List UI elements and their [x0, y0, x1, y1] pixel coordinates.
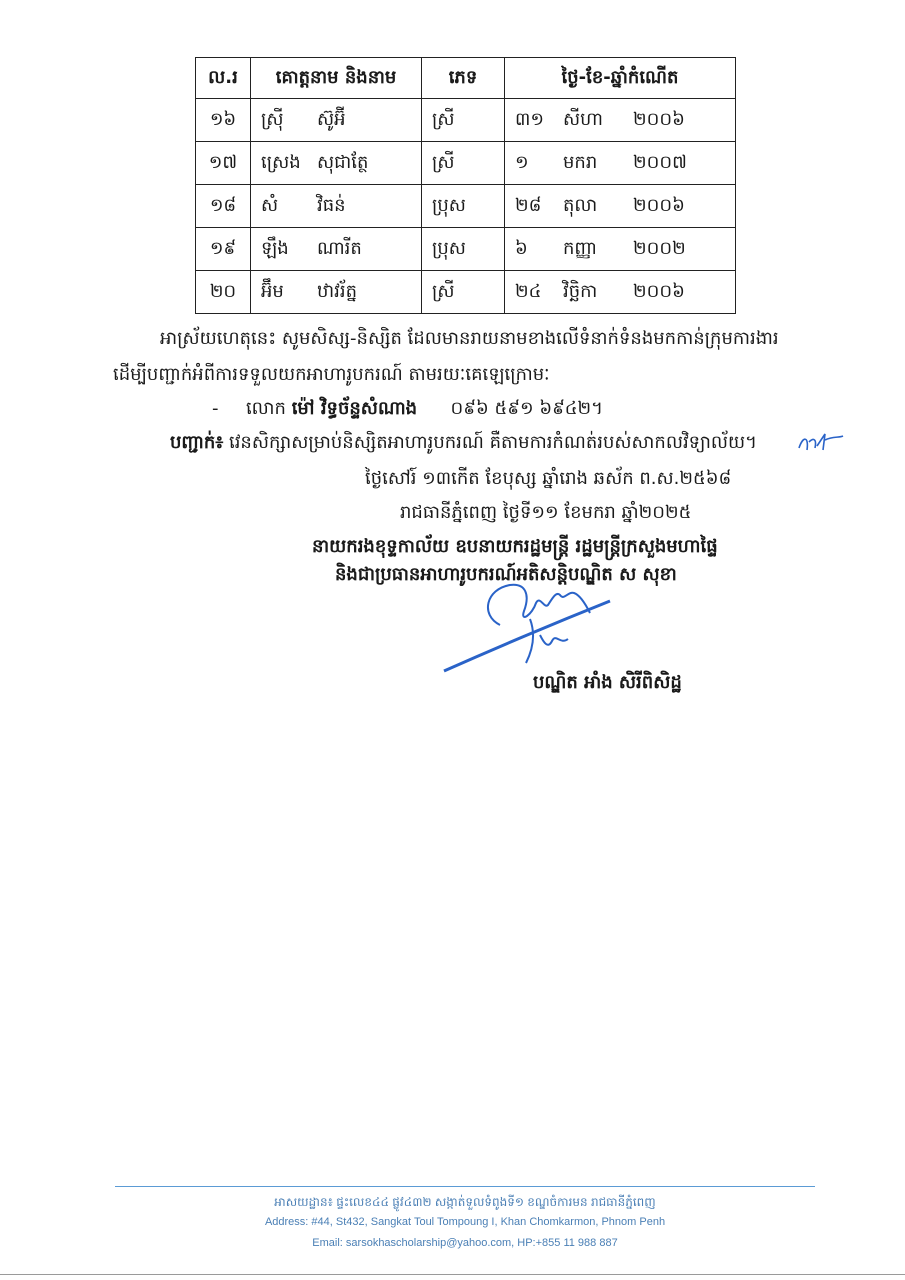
family-name: សំ — [261, 194, 279, 216]
cell-name — [251, 228, 422, 271]
student-table — [195, 57, 736, 314]
table-row — [196, 185, 736, 228]
cell-dob — [505, 228, 736, 271]
family-name: អ៊ឹម — [261, 280, 284, 302]
cell-name — [251, 271, 422, 314]
given-name: ឋាវរ័ត្ន — [317, 280, 357, 302]
solar-date: រាជធានីភ្នំពេញ ថ្ងៃទី១១ ខែមករា ឆ្នាំ២០២៥ — [400, 502, 692, 523]
dob-day: ៦ — [515, 237, 528, 259]
given-name: វិធន់ — [317, 194, 346, 216]
dob-year: ២០០៧ — [633, 151, 687, 173]
signatory-title-line1: នាយករងខុទ្ទកាល័យ ឧបនាយករដ្ឋមន្ត្រី រដ្ឋមន្ត្រីក្រសួងមហាផ្ទៃ — [312, 536, 718, 557]
header-dob: ថ្ងៃ-ខែ-ឆ្នាំកំណើត — [505, 58, 736, 99]
initials-signature-icon — [795, 428, 847, 458]
dob-month: សីហា — [563, 108, 603, 130]
footer-address-km: អាសយដ្ឋាន៖ ផ្ទះលេខ៤៤ ផ្លូវ៤៣២ សង្កាត់ទួលទំពូងទី១ ខណ្ឌចំការមន រាជធានីភ្នំពេញ — [274, 1195, 656, 1209]
page-edge-line — [0, 1274, 905, 1275]
contact-prefix: លោក — [245, 398, 286, 419]
body-paragraph-line1: អាស្រ័យហេតុនេះ សូមសិស្ស-និស្សិត ដែលមានរាយនាមខាងលើទំនាក់ទំនងមកកាន់ក្រុមការងារ — [160, 328, 779, 349]
table-row — [196, 271, 736, 314]
family-name: ឡឹង — [261, 237, 289, 259]
cell-no: ១៧ — [196, 142, 251, 185]
dob-month: វិច្ឆិកា — [563, 280, 598, 302]
dob-day: ២៤ — [515, 280, 542, 302]
cell-dob — [505, 271, 736, 314]
cell-sex: ស្រី — [422, 271, 505, 314]
dob-year: ២០០៦ — [633, 194, 685, 216]
table-header-row — [196, 58, 736, 99]
dob-year: ២០០៦ — [633, 108, 685, 130]
cell-no: ២០ — [196, 271, 251, 314]
footer-divider — [115, 1186, 815, 1187]
dob-month: កញ្ញា — [563, 237, 597, 259]
dob-month: តុលា — [563, 194, 598, 216]
dob-day: ២៨ — [515, 194, 542, 216]
cell-sex: ប្រុស — [422, 228, 505, 271]
note-label: បញ្ជាក់៖ — [170, 432, 224, 453]
cell-name — [251, 99, 422, 142]
cell-name — [251, 142, 422, 185]
cell-no: ១៩ — [196, 228, 251, 271]
table-row — [196, 228, 736, 271]
cell-name — [251, 185, 422, 228]
given-name: ស៊ូអ៊ី — [317, 108, 346, 130]
cell-dob — [505, 142, 736, 185]
dob-month: មករា — [563, 151, 598, 173]
contact-line — [212, 396, 603, 423]
cell-dob — [505, 99, 736, 142]
cell-dob — [505, 185, 736, 228]
handwritten-signature-icon — [440, 565, 620, 680]
signatory-title-line2: និងជាប្រធានអាហារូបករណ៍អតិសន្តិបណ្ឌិត ស សុខា — [335, 564, 677, 585]
contact-phone: ០៩៦ ៥៩១ ៦៩៤២។ — [450, 398, 604, 419]
family-name: ស្រ៊ី — [261, 108, 284, 130]
given-name: សុជាត្ថែ — [317, 151, 369, 173]
given-name: ណារីត — [317, 237, 362, 259]
note-text: វេនសិក្សាសម្រាប់និស្សិតអាហារូបករណ៍ គឺតាមការកំណត់របស់សាកលវិទ្យាល័យ។ — [223, 432, 758, 453]
body-paragraph-line2: ដើម្បីបញ្ជាក់អំពីការទទួលយកអាហារូបករណ៍ តាមរយៈគេឡេក្រោមៈ — [113, 364, 550, 385]
cell-sex: ប្រុស — [422, 185, 505, 228]
table-row — [196, 142, 736, 185]
contact-dash: - — [212, 398, 219, 419]
dob-year: ២០០២ — [633, 237, 686, 259]
cell-sex: ស្រី — [422, 142, 505, 185]
header-sex: ភេទ — [422, 58, 505, 99]
dob-day: ៣១ — [515, 108, 545, 130]
table-row — [196, 99, 736, 142]
footer-contact: Email: sarsokhascholarship@yahoo.com, HP:+855 11 988 887 — [312, 1237, 618, 1249]
note-line — [170, 430, 757, 457]
cell-no: ១៦ — [196, 99, 251, 142]
signatory-name: បណ្ឌិត អាំង សិរីពិសិដ្ឋ — [533, 672, 682, 693]
header-no: ល.រ — [196, 58, 251, 99]
dob-year: ២០០៦ — [633, 280, 685, 302]
contact-name: ម៉ៅ វិទ្ធច័ន្ទសំណាង — [291, 398, 418, 419]
family-name: ស្រេង — [261, 151, 301, 173]
header-name: គោត្តនាម និងនាម — [251, 58, 422, 99]
footer-address-en: Address: #44, St432, Sangkat Toul Tompoung I, Khan Chomkarmon, Phnom Penh — [264, 1216, 666, 1228]
dob-day: ១ — [515, 151, 529, 173]
cell-sex: ស្រី — [422, 99, 505, 142]
cell-no: ១៨ — [196, 185, 251, 228]
lunar-date: ថ្ងៃសៅរ៍ ១៣កើត ខែបុស្ស ឆ្នាំរោង ឆស័ក ព.ស.២៥៦៨ — [365, 468, 732, 489]
